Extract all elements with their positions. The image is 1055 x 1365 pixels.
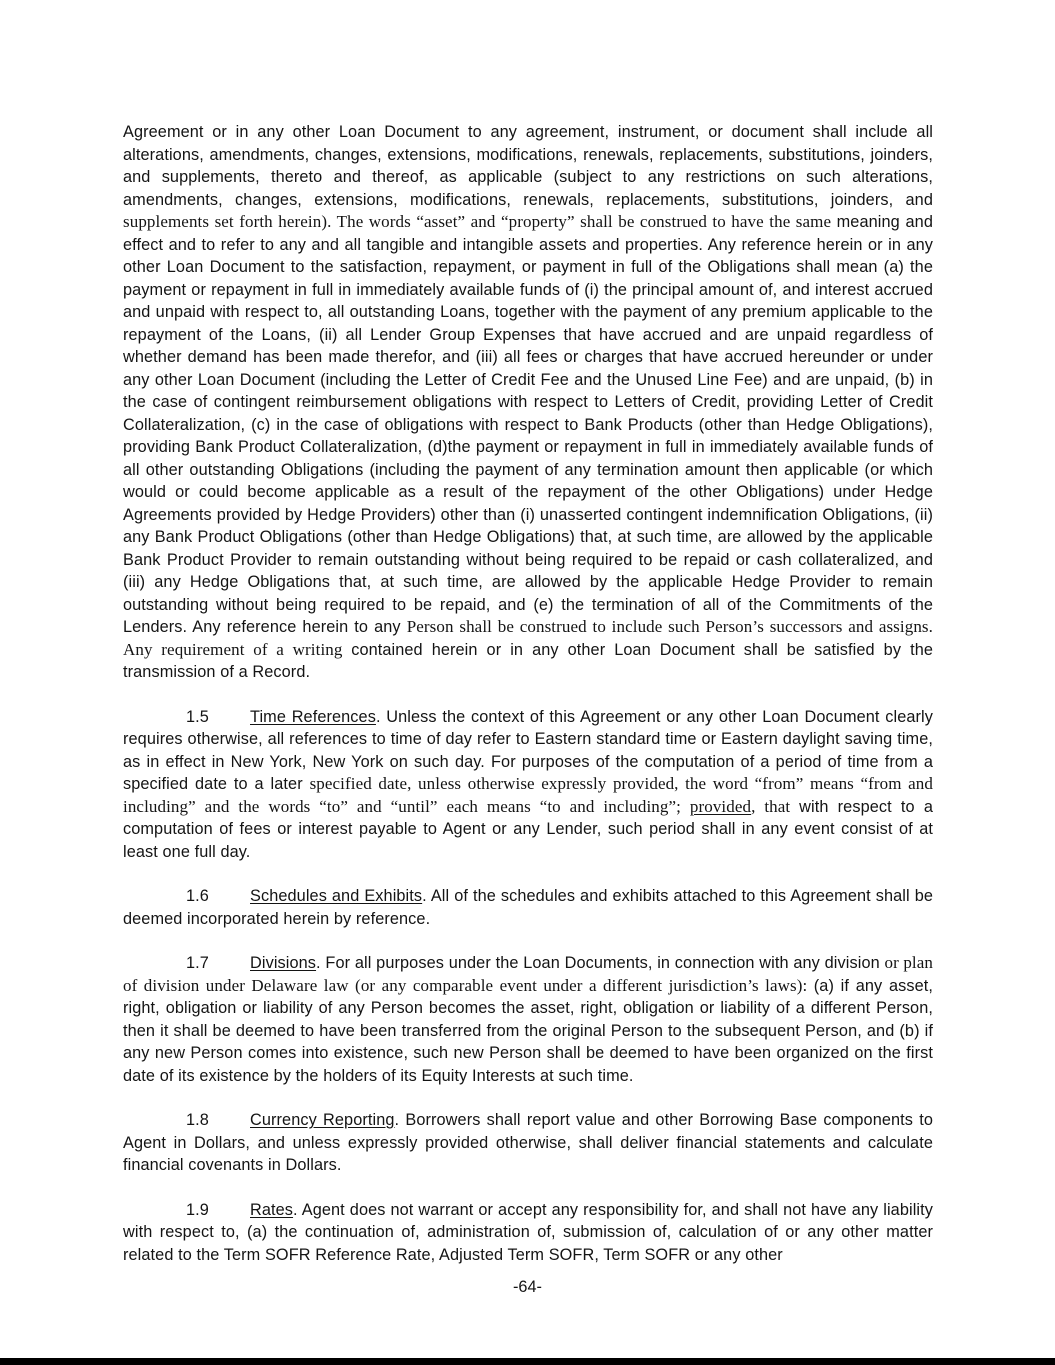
text-run: (a) if any asset, right, obligation or liability of any Person becomes the asset, right, obligation or liability of a different Person, then it shall be deemed to have been transferred from the original Person to the subsequent Person, and (b) if any new Person comes into existence, such new Person shall be deemed to have been organized on the first date of its existence by the holders of its Equity Interests at such time.	[123, 976, 933, 1085]
text-run: . Borrowers shall report value and other Borrowing Base components to Agent in Dollars, and unless expressly provided otherwise, shall deliver financial statements and calculate financial covenants in Dollars.	[123, 1111, 933, 1174]
document-body	[123, 121, 933, 1288]
paragraph-section-1-8-currency-reporting	[123, 1109, 933, 1177]
paragraph-section-1-5-time-references	[123, 706, 933, 864]
section-number: 1.8	[186, 1111, 209, 1129]
paragraph-section-1-6-schedules-and-exhibits	[123, 885, 933, 930]
page-number: -64-	[513, 1278, 542, 1296]
section-number: 1.6	[186, 887, 209, 905]
section-heading: Schedules and Exhibits	[250, 887, 423, 905]
text-run: with respect to a computation of fees or interest payable to Agent or any Lender, such period shall in any event consist of at least one full day.	[123, 797, 934, 861]
text-run: Person shall be construed to include such Person’s successors and assigns. Any requirement of a writing	[123, 617, 933, 659]
section-heading: Rates	[250, 1200, 294, 1219]
text-run: contained herein or in any other Loan Document shall be satisfied by the transmission of a Record.	[123, 640, 934, 681]
paragraph-section-1-7-divisions	[123, 952, 933, 1087]
text-run: . Unless the context of this Agreement or any other Loan Document clearly requires otherwise, all references to time of day refer to Eastern standard time or Eastern daylight saving time, as in effect in New York, New York on such day. For purposes of the computation of a period of time from a specified date to a later	[123, 707, 933, 793]
section-number: 1.9	[186, 1200, 209, 1219]
text-run: . For all purposes under the Loan Documents, in connection with any division	[316, 954, 885, 972]
section-number: 1.5	[186, 707, 209, 726]
section-heading: Divisions	[250, 954, 317, 972]
text-run: supplements set forth herein). The words “asset” and “property” shall be construed to have the same	[123, 212, 837, 231]
page-edge-bar	[0, 1358, 1055, 1365]
paragraph-definitions-continuation	[123, 121, 933, 684]
section-heading: Currency Reporting	[250, 1111, 395, 1129]
section-number: 1.7	[186, 954, 209, 972]
paragraph-section-1-9-rates	[123, 1199, 933, 1267]
text-run: , that	[751, 796, 800, 816]
text-run: provided	[689, 796, 752, 816]
text-run: or plan of division under Delaware law (or any comparable event under a different jurisdiction’s laws):	[123, 953, 933, 995]
text-run: specified date, unless otherwise expressly provided, the word “from” means “from and including” and the words “to” and “until” each means “to and including”;	[123, 774, 933, 816]
text-run: meaning and effect and to refer to any and all tangible and intangible assets and properties. Any reference herein or in any other Loan Document to the satisfaction, repayment, or payment in full of the Obligations shall mean (a) the payment or repayment in full in immediately available funds of (i) the principal amount of, and interest accrued and unpaid with respect to, all outstanding Loans, together with the payment of any premium applicable to the repayment of the Loans, (ii) all Lender Group Expenses that have accrued and are unpaid regardless of whether demand has been made therefor, and (iii) all fees or charges that have accrued hereunder or under any other Loan Document (including the Letter of Credit Fee and the Unused Line Fee) and are unpaid, (b) in the case of contingent reimbursement obligations with respect to Letters of Credit, providing Letter of Credit Collateralization, (c) in the case of obligations with respect to Bank Products (other than Hedge Obligations), providing Bank Product Collateralization, (d)the payment or repayment in full in immediately available funds of all other outstanding Obligations (including the payment of any termination amount then applicable (or which would or could become applicable as a result of the repayment of the other Obligations) under Hedge Agreements provided by Hedge Providers) other than (i) unasserted contingent indemnification Obligations, (ii) any Bank Product Obligations (other than Hedge Obligations) that, at such time, are allowed by the applicable Bank Product Provider to remain outstanding without being required to be repaid or cash collateralized, and (iii) any Hedge Obligations that, at such time, are allowed by the applicable Hedge Provider to remain outstanding without being required to be repaid, and (e) the termination of all of the Commitments of the Lenders. Any reference herein to any	[123, 213, 933, 636]
text-run: . All of the schedules and exhibits attached to this Agreement shall be deemed incorporated herein by reference.	[123, 887, 934, 928]
text-run: Agreement or in any other Loan Document to any agreement, instrument, or document shall include all alterations, amendments, changes, extensions, modifications, renewals, replacements, substitutions, joinders, and supplements, thereto and thereof, as applicable (subject to any restrictions on such alterations, amendments, changes, extensions, modifications, renewals, replacements, substitutions, joinders, and	[123, 123, 933, 209]
text-run: . Agent does not warrant or accept any responsibility for, and shall not have any liability with respect to, (a) the continuation of, administration of, submission of, calculation of or any other matter related to the Term SOFR Reference Rate, Adjusted Term SOFR, Term SOFR or any other	[123, 1200, 933, 1264]
section-heading: Time References	[250, 707, 376, 726]
